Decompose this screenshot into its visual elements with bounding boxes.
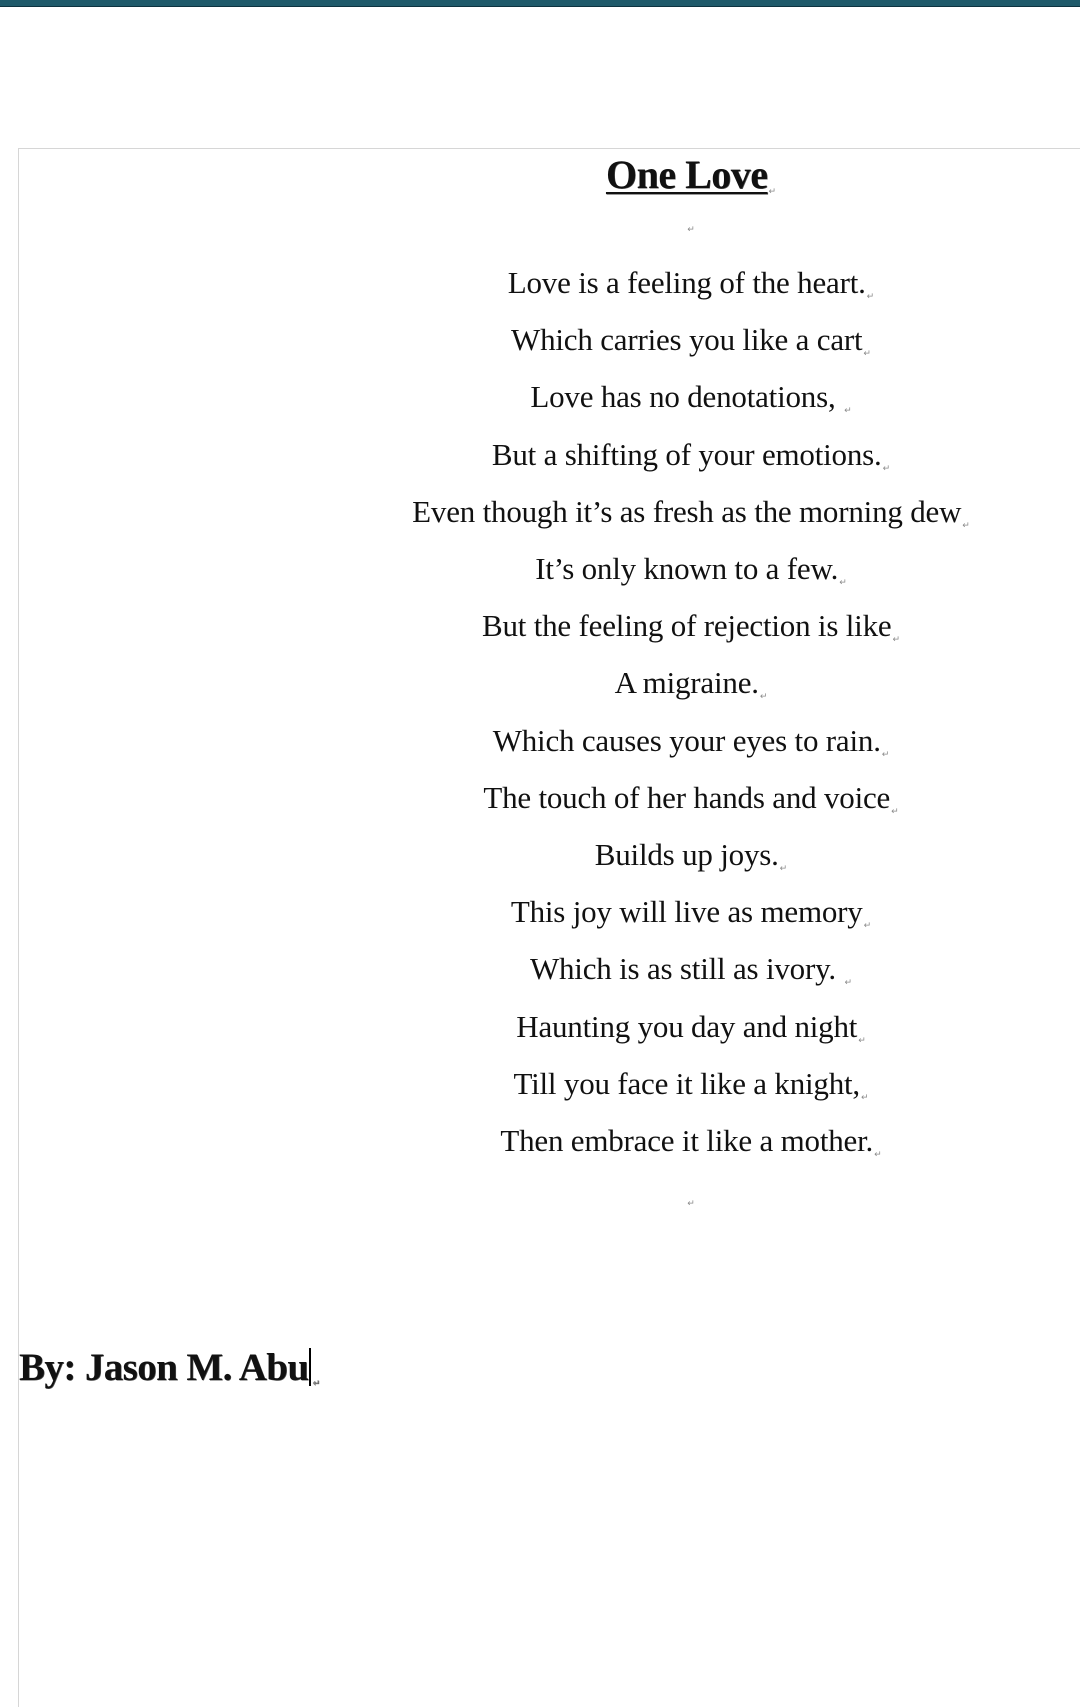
poem-title: One Love — [605, 152, 768, 197]
poem-line-text: Which causes your eyes to rain. — [492, 723, 881, 758]
paragraph-mark-icon: ↵ — [881, 750, 890, 760]
paragraph-mark-icon: ↵ — [892, 635, 900, 645]
poem-line — [19, 951, 1080, 988]
poem-line — [19, 437, 1080, 474]
poem-line-text: Love has no denotations, — [530, 379, 844, 414]
byline — [19, 1345, 319, 1390]
poem-line — [19, 1066, 1080, 1103]
paragraph-mark-icon: ↵ — [779, 864, 788, 874]
poem-line — [19, 379, 1080, 416]
poem-line — [19, 723, 1080, 760]
poem-line — [19, 551, 1080, 588]
paragraph-mark-icon: ↵ — [312, 1379, 320, 1389]
poem-line-text: But the feeling of rejection is like — [481, 608, 892, 643]
poem-title-row — [19, 151, 1080, 198]
paragraph-mark-icon: ↵ — [839, 578, 847, 588]
paragraph-mark-icon: ↵ — [874, 1150, 882, 1160]
byline-text: By: Jason M. Abu — [19, 1346, 309, 1389]
paragraph-mark-icon: ↵ — [768, 187, 777, 197]
empty-paragraph-mark-icon: ↵ — [687, 1199, 695, 1209]
poem-line-text: Love is a feeling of the heart. — [507, 265, 866, 300]
paragraph-mark-icon: ↵ — [860, 1093, 869, 1103]
paragraph-mark-icon: ↵ — [866, 292, 875, 302]
poem-line-text: Even though it’s as fresh as the morning dew — [412, 494, 962, 529]
poem-line-text: The touch of her hands and voice — [483, 780, 891, 815]
paragraph-mark-icon: ↵ — [844, 978, 853, 988]
window-top-bar — [0, 0, 1080, 7]
document-page[interactable] — [18, 148, 1080, 1707]
empty-paragraph-mark-icon: ↵ — [687, 225, 695, 235]
poem-line — [19, 494, 1080, 531]
paragraph-mark-icon: ↵ — [882, 464, 891, 474]
poem-line-text: Till you face it like a knight, — [513, 1066, 860, 1101]
paragraph-mark-icon: ↵ — [844, 406, 852, 416]
paragraph-mark-icon: ↵ — [863, 921, 872, 931]
paragraph-mark-icon: ↵ — [863, 349, 871, 359]
poem-line-text: Builds up joys. — [594, 837, 779, 872]
poem-line-text: Which carries you like a cart — [511, 322, 863, 357]
poem-line — [19, 608, 1080, 645]
paragraph-mark-icon: ↵ — [962, 521, 970, 531]
paragraph-mark-icon: ↵ — [759, 692, 768, 702]
poem-line — [19, 665, 1080, 702]
poem-line — [19, 322, 1080, 359]
paragraph-mark-icon: ↵ — [858, 1036, 866, 1046]
poem-line-text: This joy will live as memory — [510, 894, 863, 929]
poem-line-text: Then embrace it like a mother. — [500, 1123, 874, 1158]
poem-line — [19, 894, 1080, 931]
poem-line-text: But a shifting of your emotions. — [491, 437, 882, 472]
poem-line-text: Haunting you day and night — [516, 1009, 858, 1044]
poem-line-text: A migraine. — [614, 665, 759, 700]
poem-line — [19, 1123, 1080, 1160]
paragraph-mark-icon: ↵ — [891, 807, 899, 817]
poem-line — [19, 1009, 1080, 1046]
poem-line-text: It’s only known to a few. — [535, 551, 839, 586]
poem-line — [19, 780, 1080, 817]
poem-line — [19, 837, 1080, 874]
poem-line — [19, 265, 1080, 302]
poem-line-text: Which is as still as ivory. — [529, 951, 844, 986]
